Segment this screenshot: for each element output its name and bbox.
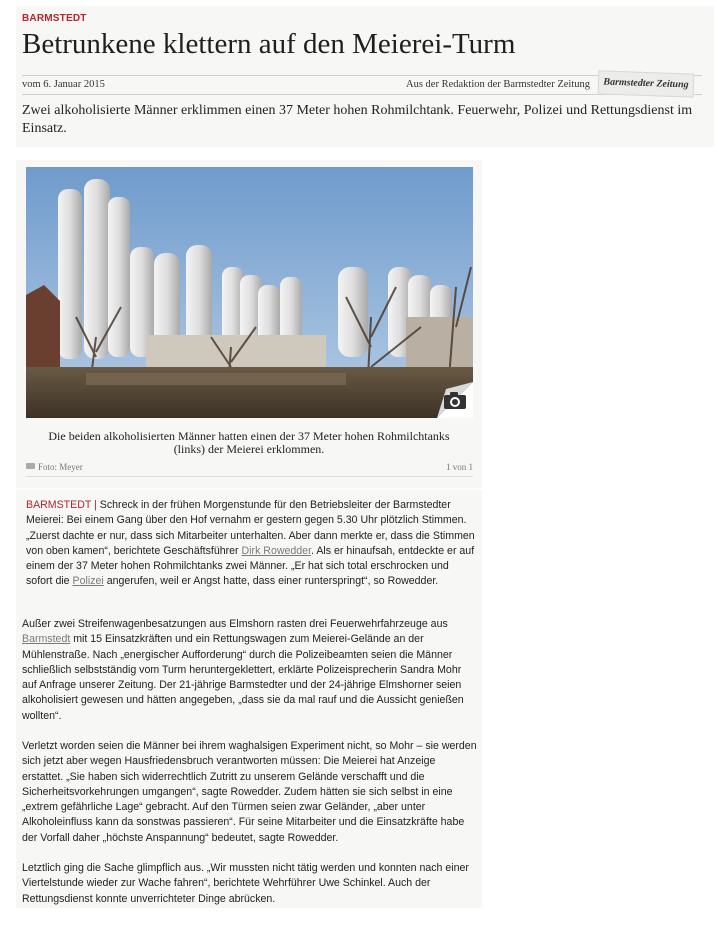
link-polizei[interactable]: Polizei bbox=[72, 575, 104, 588]
p2-text-2: mit 15 Einsatzkräften und ein Rettungswagen zum Meierei-Gelände an der Mühlenstraße. Nach „energischer Aufforderung“ durch die Polizeibeamten seien die Männer schließlich selbstständig vom Turm heruntergeklettert, erklärte Polizeisprecherin Sandra Mohr auf Anfrage unserer Zeitung. Der 21-jährige Barmstedter und der 24-jährige Elmshorner seien alkoholisiert gewesen und hätten angegeben, „dass sie da mal rauf und die Aussicht genießen wollten“. bbox=[22, 633, 464, 722]
photo-credit-text: Foto: Meyer bbox=[38, 462, 83, 472]
camera-small-icon bbox=[26, 463, 35, 469]
kicker: BARMSTEDT bbox=[22, 13, 87, 24]
publish-date: vom 6. Januar 2015 bbox=[22, 79, 105, 90]
lead-text-3: angerufen, weil er Angst hatte, dass einer runterspringt“, so Rowedder. bbox=[103, 575, 439, 588]
lead-paragraph bbox=[26, 498, 478, 590]
teaser: Zwei alkoholisierte Männer erklimmen einen 37 Meter hohen Rohmilchtank. Feuerwehr, Polizei und Rettungsdienst im Einsatz. bbox=[22, 103, 693, 136]
meta-bar bbox=[22, 75, 702, 95]
paragraph-4: Letztlich ging die Sache glimpflich aus. „Wir mussten nicht tätig werden und konnten nach einer Viertelstunde wieder zur Wache fahren“, berichtete Wehrführer Uwe Schinkel. Auch der Rettungsdienst konnte unverrichteter Dinge abrücken. bbox=[22, 862, 469, 905]
dateline-separator: | bbox=[91, 499, 100, 511]
headline: Betrunkene klettern auf den Meierei-Turm bbox=[22, 28, 516, 60]
camera-icon[interactable] bbox=[437, 382, 473, 418]
link-barmstedt[interactable]: Barmstedt bbox=[22, 633, 71, 646]
lead-text-1: Schreck in der frühen Morgenstunde für den Betriebsleiter der Barmstedter Meierei: Bei einem Gang über den Hof vernahm er gestern gegen 5.30 Uhr plötzlich Stimmen. „Zuerst dachte er nur, dass sich Mitarbeiter unterhalten. Aber dann merkte er, dass die Stimmen von oben kamen“, berichtete Geschäftsführer bbox=[26, 499, 475, 557]
article-photo[interactable] bbox=[26, 167, 473, 418]
dateline: BARMSTEDT bbox=[26, 499, 92, 511]
link-dirk-rowedder[interactable]: Dirk Rowedder bbox=[241, 544, 312, 557]
lead-text-2: . Als er hinaufsah, entdeckte er auf einem der 37 Meter hohen Rohmilchtanks zwei Männer. „Er hat sich total erschrocken und sofort die bbox=[26, 544, 475, 588]
photo-caption: Die beiden alkoholisierten Männer hatten einen der 37 Meter hohen Rohmilchtanks (links) der Meierei erklommen. bbox=[48, 429, 450, 456]
lead-box bbox=[16, 490, 482, 608]
paragraph-2 bbox=[22, 617, 477, 724]
photo-gallery bbox=[16, 160, 482, 488]
newspaper-logo[interactable]: Barmstedter Zeitung bbox=[598, 70, 695, 97]
dairy-tanks-image bbox=[26, 167, 473, 418]
image-counter: 1 von 1 bbox=[446, 462, 473, 472]
source-line: Aus der Redaktion der Barmstedter Zeitung bbox=[406, 79, 590, 90]
photo-credit bbox=[26, 462, 83, 472]
paragraph-3: Verletzt worden seien die Männer bei ihrem waghalsigen Experiment nicht, so Mohr – sie werden sich jetzt aber wegen Hausfriedensbruch verantworten müssen: Die Meierei hat Anzeige erstattet. „Sie haben sich widerrechtlich Zutritt zu unserem Gelände verschafft und die Sicherheitsvorkehrungen umgangen“, sagte Rowedder. Zudem hätten sie sich selbst in eine „extrem gefährliche Lage“ gebracht. Auf den Türmen seien zwar Geländer, „aber unter Alkoholeinfluss kann da sonstwas passieren“. Für seine Mitarbeiter und die Einsatzkräfte habe der Vorfall daher „höchste Anspannung“ bedeutet, sagte Rowedder. bbox=[22, 740, 477, 844]
photo-meta bbox=[26, 462, 473, 477]
article-header bbox=[16, 6, 714, 147]
p2-text-1: Außer zwei Streifenwagenbesatzungen aus Elmshorn rasten drei Feuerwehrfahrzeuge aus bbox=[22, 618, 448, 630]
